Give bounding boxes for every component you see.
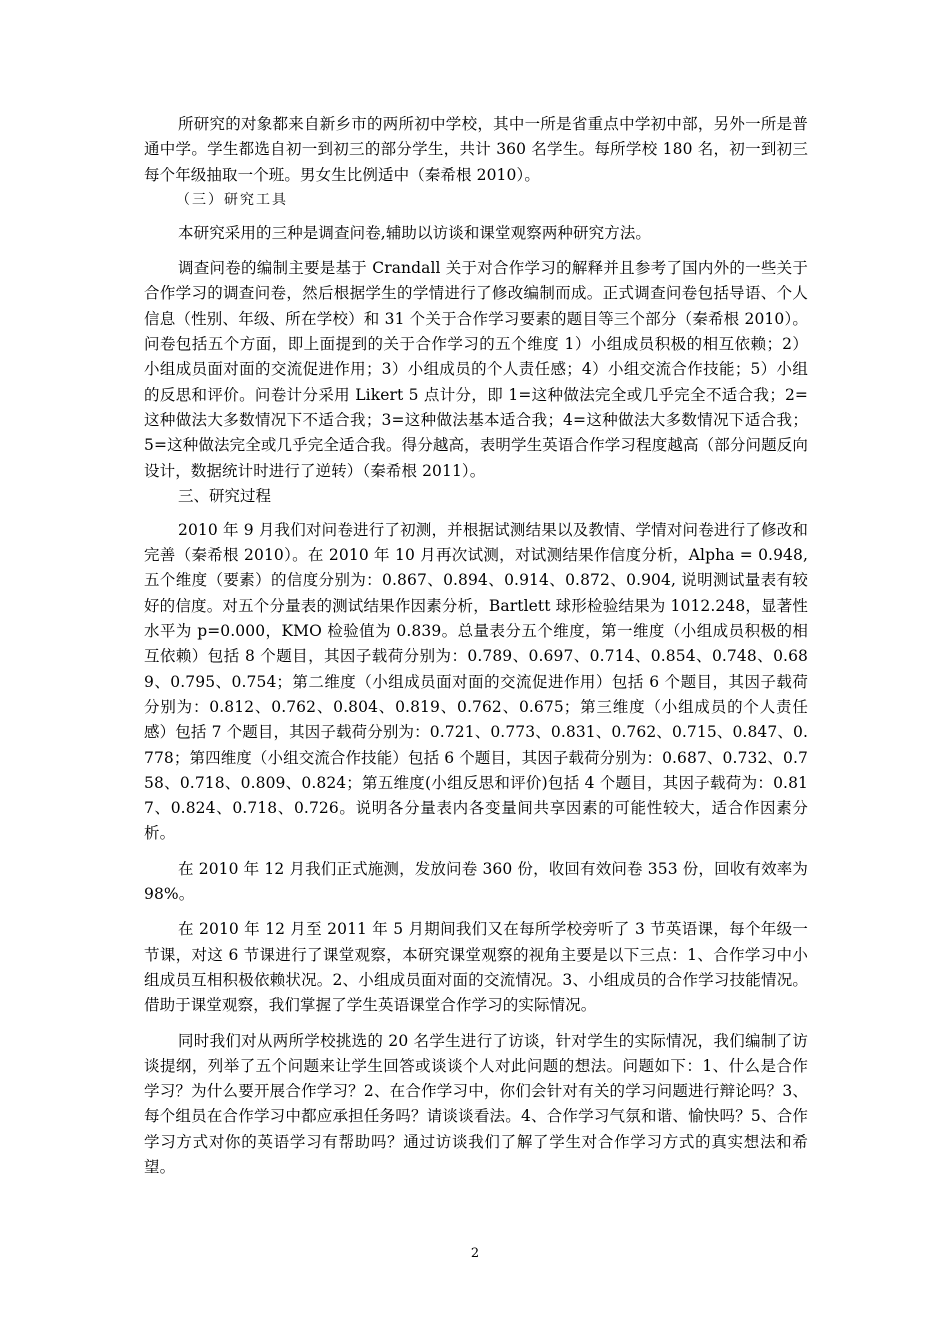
- paragraph-pilot-test: 2010 年 9 月我们对问卷进行了初测，并根据试测结果以及教情、学情对问卷进行了修改和完善（秦希根 2010）。在 2010 年 10 月再次试测，对试测结果作信度分析，Alpha = 0.948,五个维度（要素）的信度分别为：0.867、0.894、0.914、0.872、0.904, 说明测试量表有较好的信度。对五个分量表的测试结果作因素分析，Bartlett 球形检验结果为 1012.248，显著性水平为 p=0.000，KMO 检验值为 0.839。总量表分五个维度，第一维度（小组成员积极的相互依赖）包括 8 个题目，其因子载荷分别为：0.789、0.697、0.714、0.854、0.748、0.689、0.795、0.754；第二维度（小组成员面对面的交流促进作用）包括 6 个题目，其因子载荷分别为：0.812、0.762、0.804、0.819、0.762、0.675；第三维度（小组成员的个人责任感）包括 7 个题目，其因子载荷分别为：0.721、0.773、0.831、0.762、0.715、0.847、0.778；第四维度（小组交流合作技能）包括 6 个题目，其因子载荷分别为：0.687、0.732、0.758、0.718、0.809、0.824；第五维度(小组反思和评价)包括 4 个题目，其因子载荷为：0.817、0.824、0.718、0.726。说明各分量表内各变量间共享因素的可能性较大，适合作因素分析。: [144, 520, 808, 843]
- paragraph-interviews: 同时我们对从两所学校挑选的 20 名学生进行了访谈，针对学生的实际情况，我们编制了访谈提纲，列举了五个问题来让学生回答或谈谈个人对此问题的想法。问题如下：1、什么是合作学习？为什么要开展合作学习？2、在合作学习中，你们会针对有关的学习问题进行辩论吗？3、每个组员在合作学习中都应承担任务吗？请谈谈看法。4、合作学习气氛和谐、愉快吗？5、合作学习方式对你的英语学习有帮助吗？通过访谈我们了解了学生对合作学习方式的真实想法和希望。: [144, 1031, 808, 1176]
- page-number: 2: [470, 1246, 480, 1261]
- paragraph-formal-survey: 在 2010 年 12 月我们正式施测，发放问卷 360 份，收回有效问卷 353 份，回收有效率为 98%。: [144, 859, 808, 904]
- document-page: [144, 112, 808, 1322]
- paragraph-questionnaire-design: 调查问卷的编制主要是基于 Crandall 关于对合作学习的解释并且参考了国内外的一些关于合作学习的调查问卷，然后根据学生的学情进行了修改编制而成。正式调查问卷包括导语、个人信息（性别、年级、所在学校）和 31 个关于合作学习要素的题目等三个部分（秦希根 2010）。问卷包括五个方面，即上面提到的关于合作学习的五个维度 1）小组成员积极的相互依赖；2）小组成员面对面的交流促进作用；3）小组成员的个人责任感；4）小组交流合作技能；5）小组的反思和评价。问卷计分采用 Likert 5 点计分，即 1=这种做法完全或几乎完全不适合我；2=这种做法大多数情况下不适合我；3=这种做法基本适合我；4=这种做法大多数情况下适合我；5=这种做法完全或几乎完全适合我。得分越高，表明学生英语合作学习程度越高（部分问题反向设计，数据统计时进行了逆转）（秦希根 2011）。: [144, 259, 808, 480]
- paragraph-research-methods: 本研究采用的三种是调查问卷,辅助以访谈和课堂观察两种研究方法。: [178, 223, 652, 242]
- section-heading-research-tools: （三）研究工具: [176, 191, 288, 208]
- paragraph-research-subjects: 所研究的对象都来自新乡市的两所初中学校，其中一所是省重点中学初中部，另外一所是普通中学。学生都选自初一到初三的部分学生，共计 360 名学生。每所学校 180 名，初一到初三每个年级抽取一个班。男女生比例适中（秦希根 2010）。: [144, 115, 808, 184]
- section-heading-research-process: 三、研究过程: [178, 486, 272, 505]
- paragraph-classroom-observation: 在 2010 年 12 月至 2011 年 5 月期间我们又在每所学校旁听了 3 节英语课，每个年级一节课，对这 6 节课进行了课堂观察，本研究课堂观察的视角主要是以下三点：1、合作学习中小组成员互相积极依赖状况。2、小组成员面对面的交流情况。3、小组成员的合作学习技能情况。借助于课堂观察，我们掌握了学生英语课堂合作学习的实际情况。: [144, 920, 808, 1015]
